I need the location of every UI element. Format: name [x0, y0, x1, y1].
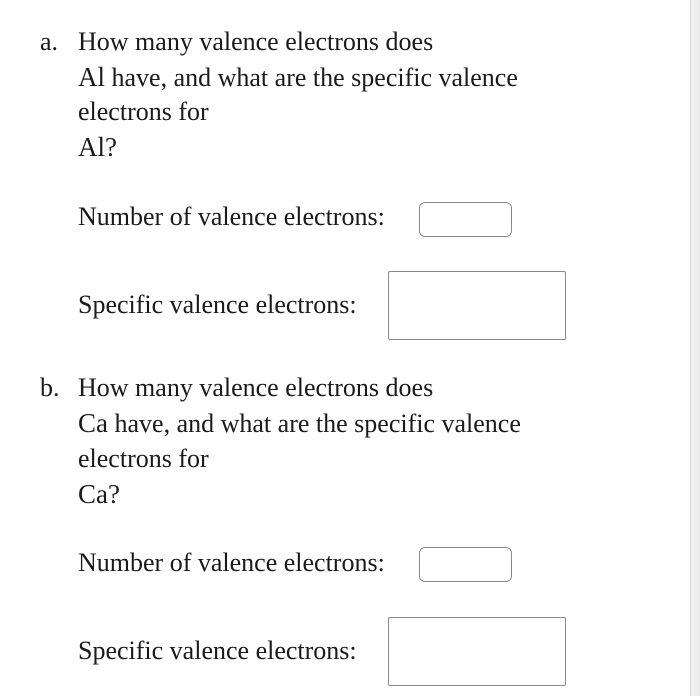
question-b-line-4: Ca? — [78, 479, 120, 509]
question-b-number-input[interactable] — [419, 547, 512, 582]
question-b-letter: b. — [40, 373, 60, 402]
question-b-line-2-rest: have, and what are the specific valence — [108, 409, 521, 438]
question-a-line-1: How many valence electrons does — [78, 27, 434, 56]
page-edge — [690, 0, 700, 696]
question-a-letter: a. — [40, 27, 59, 56]
question-a-line-2 — [78, 60, 518, 95]
question-a-number-label: Number of valence electrons: — [78, 202, 385, 231]
question-b-line-1: How many valence electrons does — [78, 373, 434, 402]
question-a-element: Al — [78, 62, 105, 92]
question-a-line-2-rest: have, and what are the specific valence — [105, 63, 518, 92]
question-a-line-4: Al? — [78, 132, 117, 162]
question-b-element: Ca — [78, 408, 108, 438]
question-b-specific-label: Specific valence electrons: — [78, 636, 357, 665]
question-b-line-2 — [78, 406, 521, 441]
question-b-number-label: Number of valence electrons: — [78, 548, 385, 577]
question-b-specific-input[interactable] — [388, 617, 566, 686]
question-a-specific-input[interactable] — [388, 271, 566, 340]
question-a-line-3: electrons for — [78, 97, 209, 126]
question-a-number-input[interactable] — [419, 202, 512, 237]
question-a-specific-label: Specific valence electrons: — [78, 290, 357, 319]
question-b-line-3: electrons for — [78, 444, 209, 473]
